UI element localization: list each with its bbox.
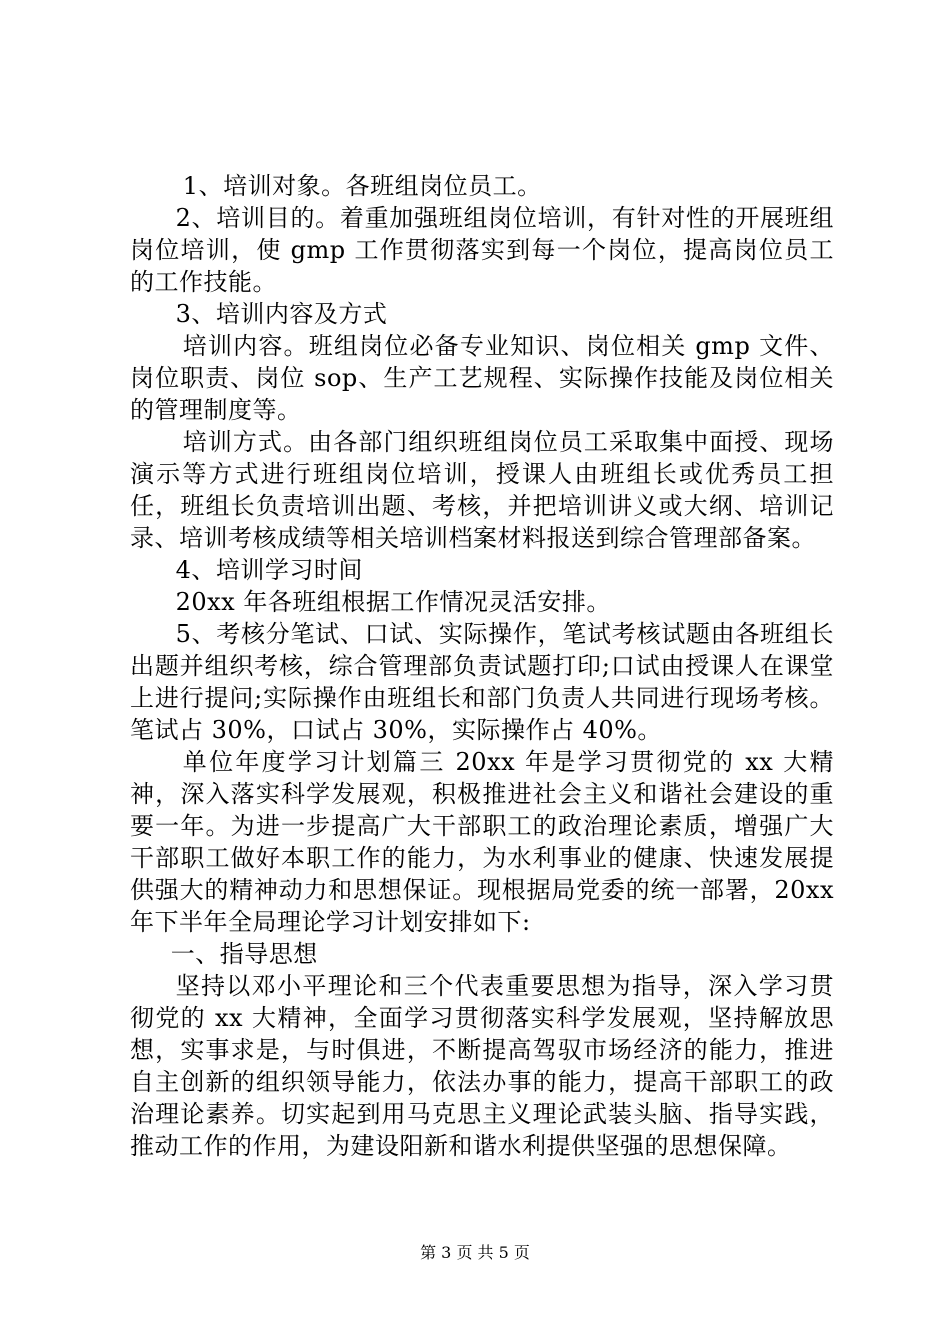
paragraph-training-method: 培训方式。由各部门组织班组岗位员工采取集中面授、现场演示等方式进行班组岗位培训，授课人由班组长或优秀员工担任，班组长负责培训出题、考核，并把培训讲义或大纲、培训记录、培训考核成绩等相关培训档案材料报送到综合管理部备案。 <box>130 428 834 552</box>
paragraph-plan-intro: 单位年度学习计划篇三 20xx 年是学习贯彻党的 xx 大精神，深入落实科学发展观，积极推进社会主义和谐社会建设的重要一年。为进一步提高广大干部职工的政治理论素质，增强广大干部职工做好本职工作的能力，为水利事业的健康、快速发展提供强大的精神动力和思想保证。现根据局党委的统一部署，20xx 年下半年全局理论学习计划安排如下: <box>130 748 834 936</box>
paragraph-guiding-thought: 坚持以邓小平理论和三个代表重要思想为指导，深入学习贯彻党的 xx 大精神，全面学习贯彻落实科学发展观，坚持解放思想，实事求是，与时俱进，不断提高驾驭市场经济的能力，推进自主创新的组织领导能力，依法办事的能力，提高干部职工的政治理论素养。切实起到用马克思主义理论武装头脑、指导实践，推动工作的作用，为建设阳新和谐水利提供坚强的思想保障。 <box>130 972 834 1160</box>
paragraph-assessment: 5、考核分笔试、口试、实际操作，笔试考核试题由各班组长出题并组织考核，综合管理部负责试题打印;口试由授课人在课堂上进行提问;实际操作由班组长和部门负责人共同进行现场考核。笔试占 30%，口试占 30%，实际操作占 40%。 <box>130 620 834 744</box>
document-body <box>130 170 834 1162</box>
paragraph-training-target: 1、培训对象。各班组岗位员工。 <box>182 172 542 200</box>
paragraph-training-purpose: 2、培训目的。着重加强班组岗位培训，有针对性的开展班组岗位培训，使 gmp 工作贯彻落实到每一个岗位，提高岗位员工的工作技能。 <box>130 204 834 296</box>
paragraph-guiding-thought-heading: 一、指导思想 <box>170 940 318 968</box>
paragraph-content-and-method-heading: 3、培训内容及方式 <box>175 300 388 328</box>
paragraph-study-time: 20xx 年各班组根据工作情况灵活安排。 <box>175 588 611 616</box>
page-number-footer: 第 3 页 共 5 页 <box>420 1243 530 1262</box>
paragraph-training-content: 培训内容。班组岗位必备专业知识、岗位相关 gmp 文件、岗位职责、岗位 sop、生产工艺规程、实际操作技能及岗位相关的管理制度等。 <box>130 332 834 424</box>
paragraph-study-time-heading: 4、培训学习时间 <box>175 556 363 584</box>
